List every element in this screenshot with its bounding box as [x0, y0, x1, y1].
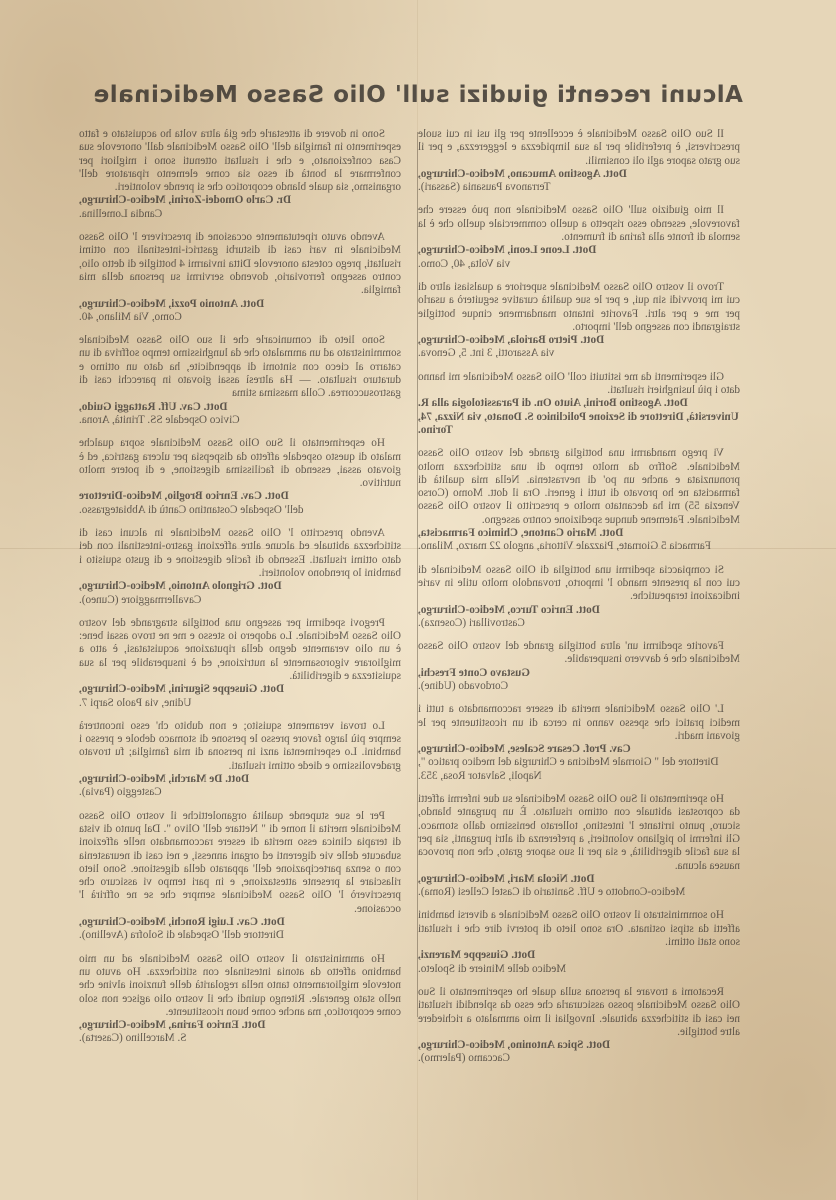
signature-location: Castrovillari (Cosenza). — [418, 616, 525, 629]
testimonial-text: Il mio giudizio sull' Olio Sasso Medicinale non può essere che favorevole, essendo esso rispetto a quello commerciale quello che è la semola di fronte alla farina di frumento. — [418, 204, 740, 244]
signature-location: dell' Ospedale Costantino Cantù di Abbiategrasso. — [79, 503, 304, 516]
testimonial-signature — [418, 667, 740, 694]
column-left — [418, 128, 740, 1076]
testimonial-entry — [418, 909, 740, 975]
testimonial-signature — [418, 527, 740, 554]
testimonial-signature — [79, 1019, 401, 1046]
signature-location: Farmacia 5 Giornate, Piazzale Vittoria, angolo 22 marzo, Milano. — [418, 540, 712, 553]
testimonial-text: Per le sue stupende qualità organolettiche il vostro Olio Sasso Medicinale merita il nome di " Nettare dell' Olivo ". Dal punto di vista di terapia clinica esso merita di essere raccomandato nelle affezioni subacute delle vie digerenti ed organi annessi, e nei casi di neurastenia con o senza partecipazione dell' apparato della digestione. Sono lieto rilasciare la presente attestazione, e in pari tempo vi assicuro che prescriverò l' Olio Sasso Medicinale sempre che se ne offrirà l' occasione. — [79, 809, 401, 915]
signature-location: Cordovado (Udine). — [418, 679, 509, 692]
testimonial-signature — [418, 1039, 740, 1066]
testimonial-text: L' Olio Sasso Medicinale merita di essere raccomandato a tutti i medici pratici che spesso vanno in cerca di un ricostituente per le giovani madri. — [418, 703, 740, 742]
testimonial-text: Lo trovai veramente squisito; e non dubito ch' esso incontrerà sempre più largo favore presso le persone di stomaco debole e presso i bambini. Lo esperimentai anzi in persona di mia famiglia; fu trovato gradevolissimo e diede ottimi risultati. — [79, 719, 401, 772]
testimonial-entry — [418, 793, 740, 899]
testimonial-text: Si compiaccia spedirmi una bottiglia di Olio Sasso Medicinale di cui con la presente mando l' importo, trovandolo molto utile in varie indicazioni terapeutiche. — [418, 563, 740, 603]
signature-name: Cav. Prof. Cesare Scalese, Medico-Chirurgo, — [418, 743, 631, 756]
signature-name: Gustavo Conte Freschi, — [418, 666, 530, 679]
signature-location: Direttore del " Giornale Medicina e Chirurgia del medico pratico ", Napoli, Salvator Rosa, 353. — [418, 756, 719, 782]
signature-location: Medico delle Miniere di Spoleto. — [418, 962, 567, 975]
testimonial-text: Favorite spedirmi un' altra bottiglia grande del vostro Olio Sasso Medicinale che è davvero insuperabile. — [418, 640, 740, 666]
signature-location: Como, Via Milano, 40. — [79, 310, 182, 323]
testimonial-entry — [79, 953, 401, 1046]
testimonial-signature — [79, 773, 401, 800]
testimonial-text: Ho sperimentato il Suo Olio Sasso Medicinale su due infermi affetti da coprostasi abituale con ottimo risultato. È un purgante blando, sicuro, punto irritante l' intestino, tollerato benissimo dallo stomaco. Gli infermi lo pigliano volontieri, a preferenza di altri purganti, sia per la sua facile digeribilità, e sia per il suo sapore grato, che non provoca nausea alcuna. — [418, 793, 740, 872]
signature-name: Dott. Cav. Uff. Rattaggi Guido, — [79, 400, 228, 413]
testimonial-entry — [418, 703, 740, 783]
signature-name: Dott. Agostino Amucano, Medico-Chirurgo, — [418, 167, 627, 180]
signature-name: Dott. Cav. Enrico Broglio, Medico-Direttore — [79, 490, 289, 503]
page-title: Alcuni recenti giudizi sull' Olio Sasso Medicinale — [93, 82, 743, 108]
testimonial-signature — [79, 401, 401, 428]
signature-location: Casteggio (Pavia). — [79, 786, 162, 799]
testimonial-signature — [418, 949, 740, 976]
signature-name: Dott. Cav. Luigi Ronchi, Medico-Chirurgo, — [79, 916, 285, 929]
signature-location: S. Marcellino (Caserta). — [79, 1032, 187, 1045]
testimonial-signature — [418, 334, 740, 361]
testimonial-text: Pregovi spedirmi per assegno una bottiglia stragrande del vostro Olio Sasso Medicinale. Lo adopero io stesso e me ne trovo assai bene: è un olio veramente degno della riputazione acquistatasi, è atto a migliorare vigorosamente la nutrizione, ed è insuperabile per la sua squisitezza e digeribilità. — [79, 616, 401, 682]
signature-name: Dott. Leone Leoni, Medico-Chirurgo, — [418, 244, 597, 257]
signature-location: via Assarotti, 3 int. 5, Genova. — [418, 347, 555, 360]
signature-name: Dott. Spica Antonino, Medico-Chirurgo, — [418, 1039, 611, 1052]
testimonial-signature — [418, 244, 740, 271]
signature-location: Medico-Condotto e Uff. Sanitario di Castel Cellesi (Roma). — [418, 886, 686, 899]
testimonial-entry — [79, 334, 401, 427]
testimonial-text: Ho esperimentato il Suo Olio Sasso Medicinale sopra qualche malato di questo ospedale affetto da dispepsia per ulcera gastrica, ed è giovato assai, essendo di facilissima digestione, e di potere molto nutritivo. — [79, 437, 401, 490]
signature-name: Dott. Enrico Farina, Medico-Chirurgo, — [79, 1019, 266, 1032]
testimonial-entry — [418, 281, 740, 361]
signature-name: Dott. Giuseppe Sigurini, Medico-Chirurgo, — [79, 683, 285, 696]
testimonial-entry — [79, 231, 401, 324]
signature-name: Dott. Mario Cantone, Chimico Farmacista, — [418, 527, 624, 540]
signature-location: Direttore dell' Ospedale di Solofra (Avellino). — [79, 929, 284, 942]
testimonial-signature — [418, 873, 740, 900]
signature-location: via Volta, 40, Como. — [418, 257, 511, 270]
testimonial-signature — [418, 604, 740, 631]
testimonial-signature — [418, 743, 740, 783]
signature-location: Caccamo (Palermo). — [418, 1052, 510, 1065]
testimonial-entry — [418, 128, 740, 194]
testimonial-entry — [418, 204, 740, 270]
signature-name: Dott. Enrico Turco, Medico-Chirurgo, — [418, 603, 600, 616]
testimonial-signature — [79, 683, 401, 710]
testimonial-entry — [79, 437, 401, 517]
signature-location: Cavallermaggiore (Cuneo). — [79, 593, 202, 606]
signature-name: Dott. Agostino Borini, Aiuto On. di Parassitologia alla R. Università, Direttore di Sezione Policlinico S. Donato, via Nizza, 74, Torino. — [418, 397, 739, 436]
testimonial-text: Recatomi a trovare la persona sulla quale ho esperimentato il Suo Olio Sasso Medicinale posso assicurarla che esso da splendidi risultati nei casi di stitichezza abituale. Invogliai il mio ammalato a richiedere altre bottiglie. — [418, 985, 740, 1038]
testimonial-entry — [418, 640, 740, 693]
signature-location: Terranova Pausania (Sassari). — [418, 181, 551, 194]
testimonial-entry — [418, 564, 740, 630]
column-right — [79, 128, 401, 1056]
testimonial-entry — [79, 810, 401, 943]
testimonial-text: Avendo avuto ripetutamente occasione di prescrivere l' Olio Sasso Medicinale in vari casi di disturbi gastrici-intestinali con ottimi risultati, prego cotesta onorevole Ditta inviarmi 4 bottiglie di detto olio, contro assegno ferroviario, dovendo servirmi su persona della mia famiglia. — [79, 231, 401, 297]
signature-name: Dott. De Marchi, Medico-Chirurgo, — [79, 773, 250, 786]
testimonial-entry — [79, 617, 401, 710]
testimonial-text: Trovo il vostro Olio Sasso Medicinale superiore a qualsiasi altro di cui mi provvidi sin qui, e per le sue qualità curative seguiterò a usarlo per me e per altri. Favorite intanto mandarmene cinque bottiglie straigrandi con assegno dell' importo. — [418, 280, 740, 333]
testimonial-text: Avendo prescritto l' Olio Sasso Medicinale in alcuni casi di stitichezza abituale ed alcune altre affezioni gastro-intestinali con dei dato ottimi risultati. Essendo di facile digestione e di gusto squisito i bambini lo prendono volontieri. — [79, 527, 401, 579]
testimonial-signature — [79, 580, 401, 607]
testimonial-text: Ho somministrato il vostro Olio Sasso Medicinale a diversi bambini affetti da stipsi ostinata. Ora sono lieto di potervi dire che i risultati sono stati ottimi. — [418, 909, 740, 949]
testimonial-signature — [79, 490, 401, 517]
testimonial-entry — [79, 720, 401, 800]
testimonial-signature — [418, 397, 740, 437]
signature-name: Dr. Carlo Omodei-Zorini, Medico-Chirurgo, — [79, 194, 292, 207]
testimonial-signature — [79, 298, 401, 325]
signature-name: Dott. Giuseppe Marenzi, — [418, 949, 536, 962]
signature-name: Dott. Grignolo Antonio, Medico-Chirurgo, — [79, 580, 282, 593]
signature-location: Candia Lomellina. — [79, 207, 163, 220]
signature-location: Udine, via Paolo Sarpi 7. — [79, 696, 192, 709]
testimonial-signature — [418, 168, 740, 195]
signature-name: Dott. Pietro Bariola, Medico-Chirurgo, — [418, 334, 605, 347]
signature-location: Civico Ospedale SS. Trinità, Arona. — [79, 413, 240, 426]
signature-name: Dott. Antonio Pozzi, Medico-Chirurgo, — [79, 297, 265, 310]
testimonial-signature — [79, 194, 401, 221]
testimonial-text: Sono lieto di comunicarle che il suo Olio Sasso Medicinale somministrato ad un ammalato che da lunghissimo tempo soffriva di un catarro al cieco con sintomi di appendicite, ha dato un ottimo e duraturo risultato. — Ha altresì assai giovato in parecchi casi di gastrosuccorrea. Colla massima stima — [79, 334, 401, 400]
testimonial-text: Gli esperimenti da me istituiti coll' Olio Sasso Medicinale mi hanno dato i più lusinghieri risultati. — [418, 370, 740, 397]
testimonial-signature — [79, 916, 401, 943]
testimonial-text: Sono in dovere di attestarle che già altra volta ho acquistato e fatto esperimento in famiglia dell' Olio Sasso Medicinale dall' onorevole sua Casa confezionato, e che i risultati ottenuti sono i migliori per confermare la bontà di esso sia come elemento riparatore dell' organismo, sia quale blando ecoprotico che si prende volontieri. — [79, 128, 401, 194]
testimonial-text: Il Suo Olio Sasso Medicinale è eccellente per gli usi in cui suole prescriversi, è preferibile per la sua limpidezza e leggerezza, e per il suo grato sapore agli oli consimili. — [418, 128, 740, 167]
testimonial-entry — [79, 128, 401, 221]
testimonial-text: Ho amministrato il vostro Olio Sasso Medicinale ad un mio bambino affetto da atonia intestinale con stitichezza. Ho avuto un notevole miglioramento tanto nella regolarità delle funzioni alvine che nello stato generale. Ritengo quindi che il vostro olio agisce non solo come ecoprotico, ma anche come buon ricostituente. — [79, 952, 401, 1018]
testimonial-text: Vi prego mandarmi una bottiglia grande del vostro Olio Sasso Medicinale. Soffro da molto tempo di una stitichezza molto pronunziata e anche un po' di nevrastenia. Nella mia qualità di farmacista ne ho provato di tutti i generi. Ora il dott. Momo (Corso Venezia 55) mi ha decantato molto e prescritto il vostro Olio Sasso Medicinale. Fatemene dunque spedizione contro assegno. — [418, 447, 740, 526]
testimonial-entry — [79, 527, 401, 607]
testimonial-entry — [418, 371, 740, 437]
testimonial-entry — [418, 986, 740, 1066]
testimonial-entry — [418, 447, 740, 553]
signature-name: Dott. Nicola Mari, Medico-Chirurgo, — [418, 872, 595, 885]
